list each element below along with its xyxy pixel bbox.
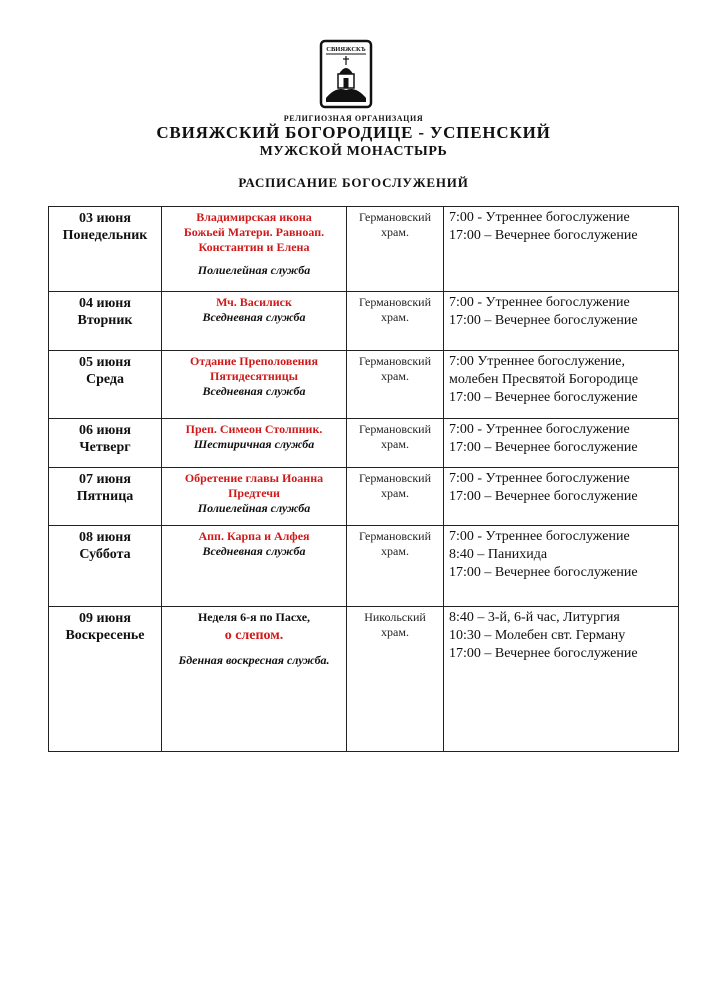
time-entry: 17:00 – Вечернее богослужение xyxy=(449,313,638,328)
feast-name-line: Отдание Преполовения xyxy=(190,354,318,368)
day-date: 04 июня xyxy=(79,296,131,311)
service-schedule-table xyxy=(48,206,679,752)
feast-name-line: Пятидесятницы xyxy=(209,369,298,383)
time-entry: 7:00 - Утреннее богослужение xyxy=(449,471,630,486)
service-type: Вседневная служба xyxy=(202,310,306,324)
church-suffix: храм. xyxy=(381,625,409,639)
svg-text:СВИЯЖСКЪ: СВИЯЖСКЪ xyxy=(326,46,366,53)
monastery-logo xyxy=(318,38,374,110)
times-cell xyxy=(444,419,679,468)
times-cell xyxy=(444,607,679,752)
time-entry: 7:00 - Утреннее богослужение xyxy=(449,295,630,310)
day-weekday: Четверг xyxy=(79,440,131,455)
time-entry: 8:40 – 3-й, 6-й час, Литургия xyxy=(449,610,620,625)
date-cell xyxy=(49,607,162,752)
times-cell xyxy=(444,526,679,607)
day-weekday: Воскресенье xyxy=(65,628,145,643)
feast-cell xyxy=(162,207,347,292)
time-entry: 7:00 - Утреннее богослужение xyxy=(449,529,630,544)
times-cell xyxy=(444,468,679,526)
time-entry: 17:00 – Вечернее богослужение xyxy=(449,646,638,661)
church-name: Германовский xyxy=(358,529,432,543)
church-name: Германовский xyxy=(358,422,432,436)
service-type: Бденная воскресная служба. xyxy=(178,653,330,667)
day-weekday: Пятница xyxy=(76,489,134,504)
service-type: Полиелейная служба xyxy=(197,501,311,515)
date-cell xyxy=(49,351,162,419)
feast-name-line: Апп. Карпа и Алфея xyxy=(198,529,310,543)
feast-name-line: Мч. Василиск xyxy=(216,295,292,309)
church-suffix: храм. xyxy=(381,437,409,451)
church-cell xyxy=(347,468,444,526)
feast-name-line: Константин и Елена xyxy=(198,240,310,254)
table-row xyxy=(49,292,679,351)
times-cell xyxy=(444,207,679,292)
church-cell xyxy=(347,419,444,468)
feast-cell xyxy=(162,351,347,419)
feast-name-line: Владимирская икона xyxy=(196,210,312,224)
time-entry: 17:00 – Вечернее богослужение xyxy=(449,489,638,504)
day-date: 07 июня xyxy=(79,472,131,487)
feast-name-line: о слепом. xyxy=(224,628,284,643)
service-type: Шестиричная служба xyxy=(193,437,315,451)
church-cell xyxy=(347,207,444,292)
table-row xyxy=(49,526,679,607)
table-row xyxy=(49,607,679,752)
time-entry: 7:00 - Утреннее богослужение xyxy=(449,422,630,437)
day-weekday: Суббота xyxy=(79,547,131,562)
church-suffix: храм. xyxy=(381,310,409,324)
church-name: Германовский xyxy=(358,471,432,485)
time-entry: 10:30 – Молебен свт. Герману xyxy=(449,628,626,643)
feast-name-line: Обретение главы Иоанна xyxy=(184,471,324,485)
table-row xyxy=(49,468,679,526)
day-date: 06 июня xyxy=(79,423,131,438)
church-suffix: храм. xyxy=(381,225,409,239)
day-weekday: Понедельник xyxy=(62,228,148,243)
time-entry: 17:00 – Вечернее богослужение xyxy=(449,440,638,455)
time-entry: 17:00 – Вечернее богослужение xyxy=(449,565,638,580)
church-name: Германовский xyxy=(358,210,432,224)
feast-cell xyxy=(162,419,347,468)
day-date: 09 июня xyxy=(79,611,131,626)
day-date: 03 июня xyxy=(79,211,131,226)
feast-name-line: Неделя 6-я по Пасхе, xyxy=(197,610,311,624)
service-type: Вседневная служба xyxy=(202,384,306,398)
day-date: 08 июня xyxy=(79,530,131,545)
church-suffix: храм. xyxy=(381,544,409,558)
table-row xyxy=(49,351,679,419)
feast-name-line: Предтечи xyxy=(228,486,280,500)
church-cell xyxy=(347,526,444,607)
day-weekday: Вторник xyxy=(77,313,133,328)
times-cell xyxy=(444,351,679,419)
time-entry: молебен Пресвятой Богородице xyxy=(449,372,639,387)
church-suffix: храм. xyxy=(381,486,409,500)
org-subtitle: МУЖСКОЙ МОНАСТЫРЬ xyxy=(259,144,448,159)
church-name: Германовский xyxy=(358,295,432,309)
church-cell xyxy=(347,607,444,752)
day-weekday: Среда xyxy=(85,372,124,387)
time-entry: 17:00 – Вечернее богослужение xyxy=(449,228,638,243)
schedule-title: РАСПИСАНИЕ БОГОСЛУЖЕНИЙ xyxy=(238,175,469,190)
date-cell xyxy=(49,468,162,526)
feast-cell xyxy=(162,468,347,526)
church-suffix: храм. xyxy=(381,369,409,383)
church-name: Германовский xyxy=(358,354,432,368)
feast-name-line: Преп. Симеон Столпник. xyxy=(185,422,323,436)
feast-cell xyxy=(162,526,347,607)
church-cell xyxy=(347,292,444,351)
times-cell xyxy=(444,292,679,351)
date-cell xyxy=(49,292,162,351)
service-type: Вседневная служба xyxy=(202,544,306,558)
org-type: РЕЛИГИОЗНАЯ ОРГАНИЗАЦИЯ xyxy=(283,114,424,123)
table-row xyxy=(49,419,679,468)
date-cell xyxy=(49,207,162,292)
church-name: Никольский xyxy=(364,610,426,624)
feast-name-line: Божьей Матери. Равноап. xyxy=(183,225,325,239)
service-type: Полиелейная служба xyxy=(197,263,311,277)
day-date: 05 июня xyxy=(79,355,131,370)
date-cell xyxy=(49,419,162,468)
org-name: СВИЯЖСКИЙ БОГОРОДИЦЕ - УСПЕНСКИЙ xyxy=(156,123,551,142)
time-entry: 7:00 - Утреннее богослужение xyxy=(449,210,630,225)
table-row xyxy=(49,207,679,292)
time-entry: 17:00 – Вечернее богослужение xyxy=(449,390,638,405)
time-entry: 8:40 – Панихида xyxy=(449,547,548,562)
time-entry: 7:00 Утреннее богослужение, xyxy=(449,354,625,369)
church-cell xyxy=(347,351,444,419)
date-cell xyxy=(49,526,162,607)
feast-cell xyxy=(162,607,347,752)
feast-cell xyxy=(162,292,347,351)
